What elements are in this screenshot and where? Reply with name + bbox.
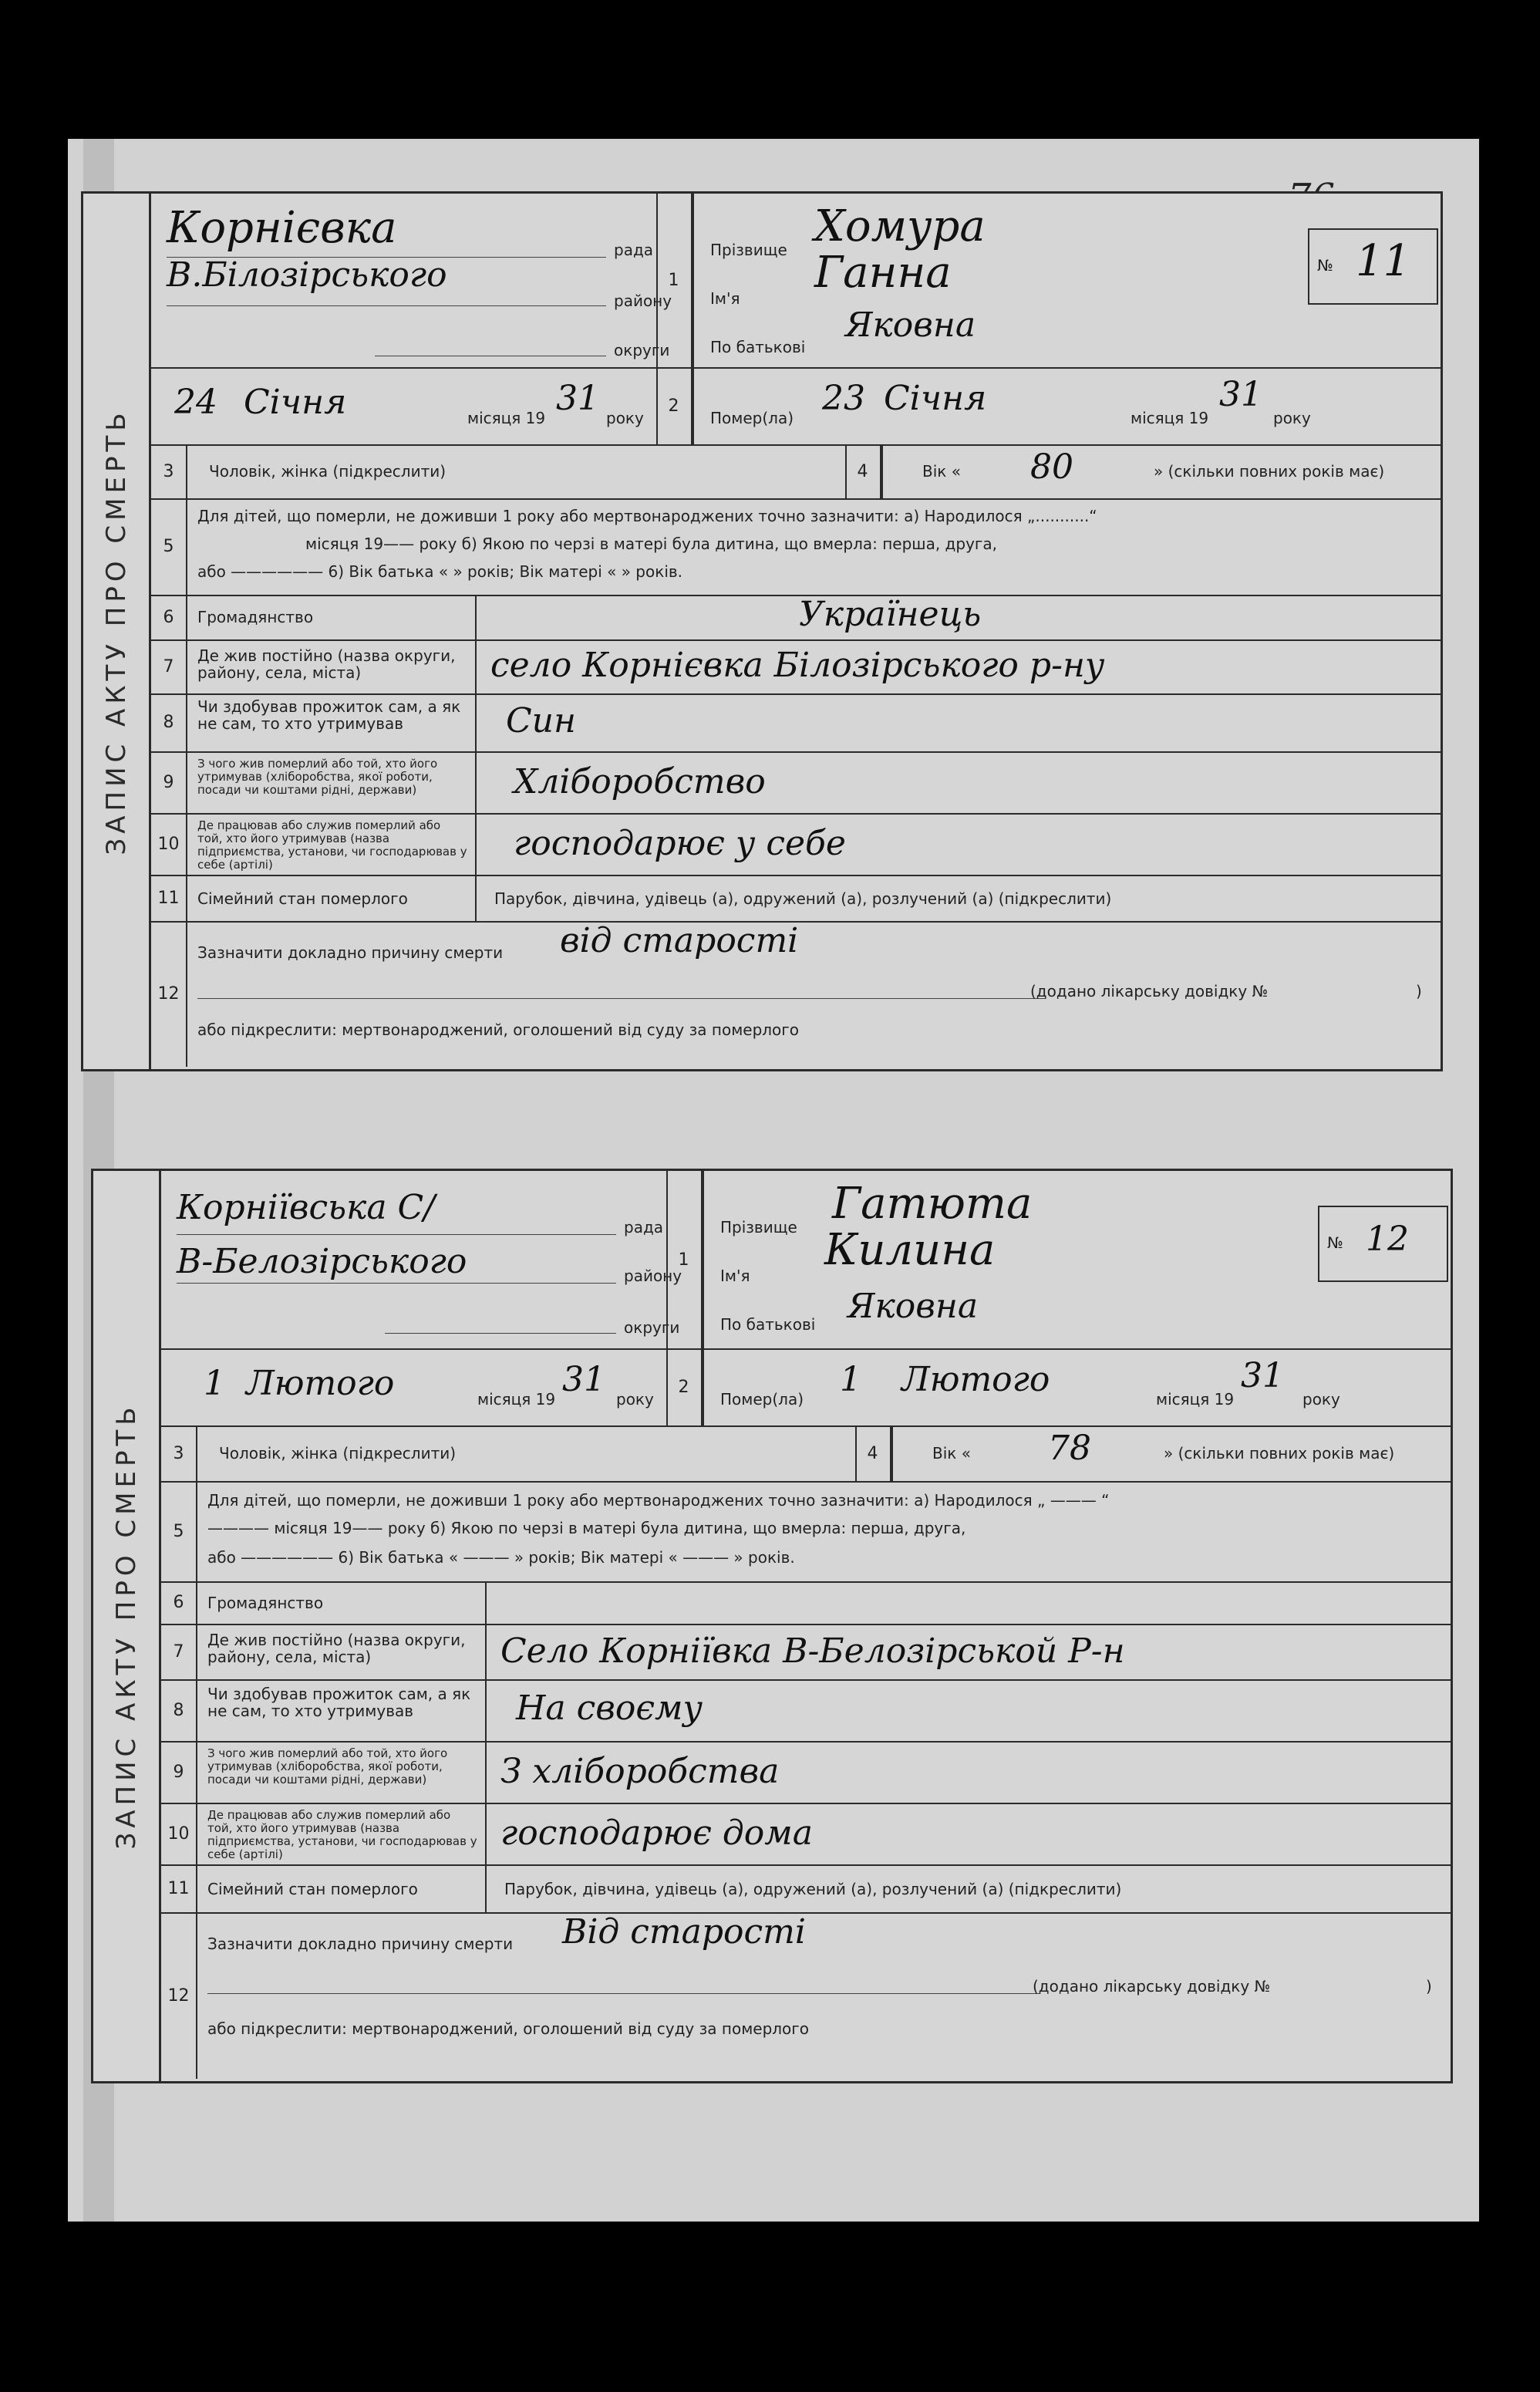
header-row-2: 24 Січня місяця 19 31 року 2 Помер(ла) 23 Січня місяця 19 31 року — [151, 367, 1441, 446]
district-name: В.Білозірського — [167, 255, 447, 295]
surname: Хомура — [814, 201, 986, 251]
header-row-1: рада Корнієвка В.Білозірського району округи 1 Прізвище Хомура Ім'я Ганна По батькові Яковна № 11 — [151, 194, 1441, 369]
record-number: 11 — [1356, 236, 1411, 286]
citizenship: Українець — [799, 595, 982, 634]
age: 78 — [1048, 1429, 1091, 1468]
header-row-1: Корніївська С/ рада В-Белозірського району округи 1 Прізвище Гатюта Ім'я Килина По батькові Яковна № 12 — [161, 1171, 1451, 1350]
residence: село Корнієвка Білозірського р-ну — [490, 646, 1105, 685]
death-year: 31 — [1241, 1356, 1284, 1395]
row-5: 5 Для дітей, що померли, не доживши 1 року або мертвонароджених точно зазначити: а) Народилося „...........“ місяця 19—— року б) Якою по черзі в матері була дитина, що вмерла: перша, друга, або —————— 6) Вік батька « » років; Вік матері « » років. — [151, 498, 1441, 596]
patronymic: Яковна — [848, 1287, 979, 1326]
residence: Село Корніївка В-Белозірськой Р-н — [500, 1631, 1125, 1671]
row-11: 11 Сімейний стан померлого Парубок, дівчина, удівець (а), одружений (а), розлучений (а) (підкреслити) — [151, 875, 1441, 923]
support: Син — [506, 701, 576, 741]
death-day: 23 — [822, 379, 865, 418]
patronymic: Яковна — [845, 305, 976, 345]
row-8: 8 Чи здобував прожиток сам, а як не сам, то хто утримував На своєму — [161, 1679, 1451, 1743]
cause-of-death: від старості — [560, 921, 799, 960]
registration-day: 24 — [174, 383, 217, 422]
workplace: господарює дома — [500, 1813, 813, 1853]
registration-day: 1 — [204, 1364, 225, 1403]
cause-of-death: Від старості — [562, 1912, 806, 1952]
row-9: 9 З чого жив померлий або той, хто його утримував (хліборобства, якої роботи, посади чи коштами рідні, держави) З хліборобства — [161, 1741, 1451, 1804]
record-number-box: № 11 — [1308, 228, 1438, 305]
row-7: 7 Де жив постійно (назва округи, району, села, міста) Село Корніївка В-Белозірськой Р-н — [161, 1624, 1451, 1681]
registration-year: 31 — [562, 1360, 605, 1399]
death-record-12 — [91, 1169, 1453, 2083]
death-month: Січня — [884, 379, 987, 418]
header-row-2: 1 Лютого місяця 19 31 року 2 Помер(ла) 1 Лютого місяця 19 31 року — [161, 1348, 1451, 1427]
surname: Гатюта — [832, 1179, 1033, 1229]
income-source: З хліборобства — [500, 1752, 780, 1791]
death-month: Лютого — [901, 1360, 1050, 1399]
row-5: 5 Для дітей, що померли, не доживши 1 року або мертвонароджених точно зазначити: а) Народилося „ ——— “ ———— місяця 19—— року б) Якою по черзі в матері була дитина, що вмерла: перша, друга, або —————— 6) Вік батька « ——— » років; Вік матері « ——— » років. — [161, 1481, 1451, 1583]
row-12: 12 Зазначити докладно причину смерти від старості (додано лікарську довідку № ) або підкреслити: мертвонароджений, оголошений від суду за померлого — [151, 921, 1441, 1067]
registration-year: 31 — [556, 379, 599, 418]
row-3-4: 3 Чоловік, жінка (підкреслити) 4 Вік « 80 » (скільки повних років має) — [151, 444, 1441, 500]
age: 80 — [1030, 447, 1073, 487]
row-8: 8 Чи здобував прожиток сам, а як не сам, то хто утримував Син — [151, 693, 1441, 753]
death-year: 31 — [1219, 375, 1262, 414]
support: На своєму — [516, 1689, 703, 1728]
row-3-4: 3 Чоловік, жінка (підкреслити) 4 Вік « 78 » (скільки повних років має) — [161, 1425, 1451, 1483]
workplace: господарює у себе — [514, 824, 846, 863]
row-9: 9 З чого жив померлий або той, хто його утримував (хліборобства, якої роботи, посади чи коштами рідні, держави) Хліборобство — [151, 751, 1441, 815]
district-name: В-Белозірського — [177, 1242, 467, 1281]
record-side-title: ЗАПИС АКТУ ПРО СМЕРТЬ — [93, 1171, 161, 2081]
row-10: 10 Де працював або служив померлий або той, хто його утримував (назва підприємства, установи, чи господарював у себе (артілі) господарює дома — [161, 1803, 1451, 1866]
council-name: Корнієвка — [167, 203, 397, 253]
first-name: Ганна — [814, 248, 952, 298]
council-name: Корніївська С/ — [177, 1188, 436, 1227]
registration-month: Лютого — [246, 1364, 395, 1403]
row-6: 6 Громадянство Українець — [151, 595, 1441, 641]
row-6: 6 Громадянство — [161, 1581, 1451, 1625]
registration-month: Січня — [244, 383, 347, 422]
record-number-box: № 12 — [1318, 1206, 1448, 1282]
row-7: 7 Де жив постійно (назва округи, району, села, міста) село Корнієвка Білозірського р-ну — [151, 639, 1441, 695]
row-11: 11 Сімейний стан померлого Парубок, дівчина, удівець (а), одружений (а), розлучений (а) (підкреслити) — [161, 1864, 1451, 1914]
row-12: 12 Зазначити докладно причину смерти Від старості (додано лікарську довідку № ) або підкреслити: мертвонароджений, оголошений від суду за померлого — [161, 1912, 1451, 2079]
death-record-11 — [81, 191, 1443, 1071]
income-source: Хліборобство — [514, 762, 766, 801]
record-number: 12 — [1366, 1220, 1409, 1259]
record-side-title: ЗАПИС АКТУ ПРО СМЕРТЬ — [83, 194, 151, 1069]
first-name: Килина — [824, 1225, 996, 1275]
row-10: 10 Де працював або служив померлий або той, хто його утримував (назва підприємства, установи, чи господарював у себе (артілі) господарює у себе — [151, 813, 1441, 876]
death-day: 1 — [840, 1360, 861, 1399]
